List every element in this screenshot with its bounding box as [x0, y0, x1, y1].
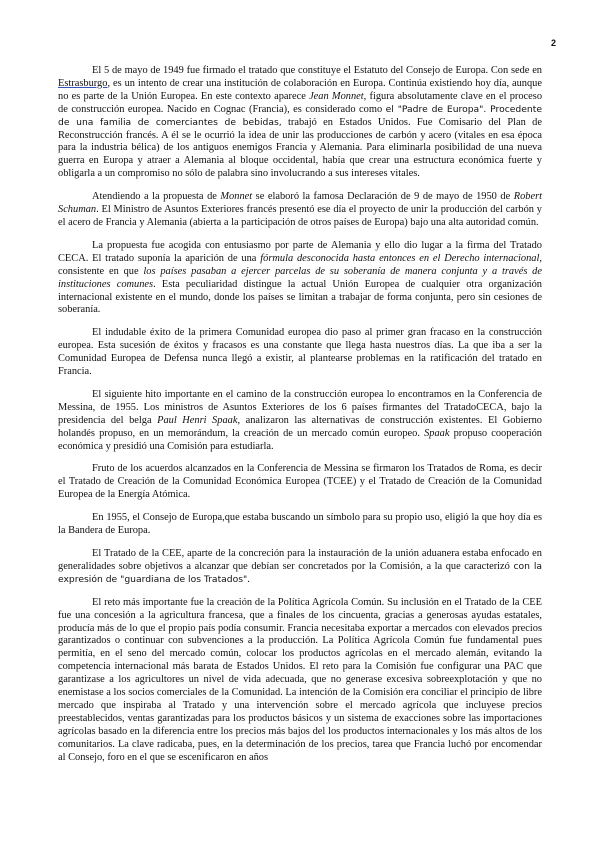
paragraph-tratado-cee — [58, 548, 542, 587]
name-spaak: Spaak — [424, 427, 450, 439]
paragraph-conferencia-messina — [58, 389, 542, 454]
name-robert-schuman: Robert Schuman — [58, 191, 542, 216]
text: , consistente en que — [58, 252, 542, 277]
quote-padre-de-europa: el "Padre de Europa". Procedente de una familia de comerciantes de bebidas, — [58, 103, 542, 128]
text: El siguiente hito importante en el camino de la construcción europea lo encontramos en la Conferencia de Messina, de 1955. Los ministros de Asuntos Exteriores de los 6 países firmantes del TratadoCECA, bajo la presidencia del belga — [58, 388, 542, 426]
paragraph-declaracion-schuman — [58, 191, 542, 230]
paragraph-fracaso-defensa: El indudable éxito de la primera Comunidad europea dio paso al primer gran fracaso en la construcción europea. Esta sucesión de éxitos y fracasos es una constante que llega hasta nuestros días. La que iba a ser la Comunidad Europea de Defensa nunca llegó a existir, al plantearse problemas en la ratificación del tratado en Francia. — [58, 327, 542, 378]
text: trabajó en Estados Unidos. Fue Comisario del Plan de Reconstrucción francés. A él se le ocurrió la idea de unir las producciones de carbón y acero (vitales en esa época para la industria bélica) de los antiguos enemigos Francia y Alemania. Para eliminarla posibilidad de una nueva guerra en Europa y atraer a Alemania al bloque occidental, había que crear una estructura económica fuerte y obligarla a un compromiso no sólo de palabra sino involucrando a sus intereses vitales. — [58, 116, 542, 180]
text: . El Ministro de Asuntos Exteriores francés presentó ese día el proyecto de unir la producción del carbón y el acero de Francia y Alemania (abierta a la participación de otros países de Europa) bajo una alta autoridad común. — [58, 204, 542, 228]
paragraph-bandera-europa: En 1955, el Consejo de Europa,que estaba buscando un símbolo para su propio uso, eligió la que hoy día es la Bandera de Europa. — [58, 512, 542, 537]
paragraph-tratados-roma: Fruto de los acuerdos alcanzados en la Conferencia de Messina se firmaron los Tratados de Roma, es decir el Tratado de Creación de la Comunidad Económica Europea (TCEE) y el Tratado de Creación de la Comunidad Europea de la Energía Atómica. — [58, 463, 542, 501]
paragraph-tratado-ceca — [58, 240, 542, 317]
name-jean-monnet: Jean Monnet — [309, 90, 364, 102]
text: , figura absolutamente clave en el proceso de construcción europea. Nacido en Cognac (Francia), es considerado como — [58, 90, 543, 115]
text: propuso cooperación económica y presidió una Comisión para estudiarla. — [58, 427, 542, 452]
text: , es un intento de crear una institución de colaboración en Europa. Continúa existiendo hoy día, aunque no es parte de la Unión Europea. En este contexto aparece — [58, 77, 542, 102]
text: , analizaron las alternativas de construcción existentes. El Gobierno holandés propuso, en un memorándum, la creación de un mercado común europeo. — [58, 414, 542, 439]
link-estrasburgo[interactable]: Estrasburgo — [58, 77, 108, 89]
italic-formula: fórmula desconocida hasta entonces en el Derecho internacional — [260, 252, 540, 264]
page-number: 2 — [550, 38, 556, 48]
paragraph-consejo-europa — [58, 65, 542, 181]
text: La propuesta fue acogida con entusiasmo por parte de Alemania y ello dio lugar a la firma del Tratado CECA. El tratado suponía la aparición de una — [58, 239, 542, 264]
italic-soberania: los países pasaban a ejercer parcelas de su soberanía de manera conjunta y a través de instituciones comunes — [58, 265, 542, 290]
name-monnet: Monnet — [220, 191, 253, 203]
text: Atendiendo a la propuesta de — [92, 191, 221, 203]
text: . Esta peculiaridad distingue la actual Unión Europea de cualquier otra organización internacional existente en el mundo, donde los países se limitan a trabajar de forma conjunta, pero sin cesiones de soberanía. — [58, 278, 543, 316]
quote-guardiana-tratados: con la expresión de "guardiana de los Tratados" — [58, 560, 543, 585]
text: se elaboró la famosa Declaración de 9 de mayo de 1950 de — [252, 191, 514, 203]
text: El 5 de mayo de 1949 fue firmado el tratado que constituye el Estatuto del Consejo de Europa. Con sede en — [92, 65, 542, 76]
name-paul-henri-spaak: Paul Henri Spaak — [157, 414, 238, 426]
text: . — [247, 573, 250, 585]
paragraph-politica-agricola: El reto más importante fue la creación de la Política Agrícola Común. Su inclusión en el Tratado de la CEE fue una concesión a la agricultura francesa, que a finales de los cincuenta, gracias a generosas ayudas estatales, producía más de lo que el propio país podía consumir. Francia necesitaba exportar a mercados con elevados precios garantizados o continuar con subvenciones a la producción. La Política Agrícola Común fue fundamental pues permitía, en el seno del mercado común, colocar los productos agrícolas en el mercado alemán, evitando la competencia internacional más barata de Estados Unidos. El reto para la Comisión fue configurar una PAC que garantizase a los agricultores un nivel de vida adecuada, que no generase excesiva sobreexplotación y que no enemistase a los socios comerciales de la Comunidad. La intención de la Comisión era conciliar el principio de libre mercado que inspiraba al Tratado y una intervención sobre el mercado agrícola que incluyese precios preestablecidos, ventas garantizadas para los productos básicos y un sistema de exacciones sobre las importaciones agrícolas basado en la diferencia entre los precios más bajos del los productos internacionales y los más altos de los comunitarios. La clave radicaba, pues, en la determinación de los precios, tarea que Francia luchó por encomendar al Consejo, foro en el que se escenificaron en años — [58, 596, 542, 763]
text: El Tratado de la CEE, aparte de la concreción para la instauración de la unión aduanera estaba enfocado en generalidades sobre objetivos a alcanzar que debían ser concretados por la Comisión, a la que caracterizó — [58, 548, 542, 572]
document-body — [58, 65, 542, 775]
